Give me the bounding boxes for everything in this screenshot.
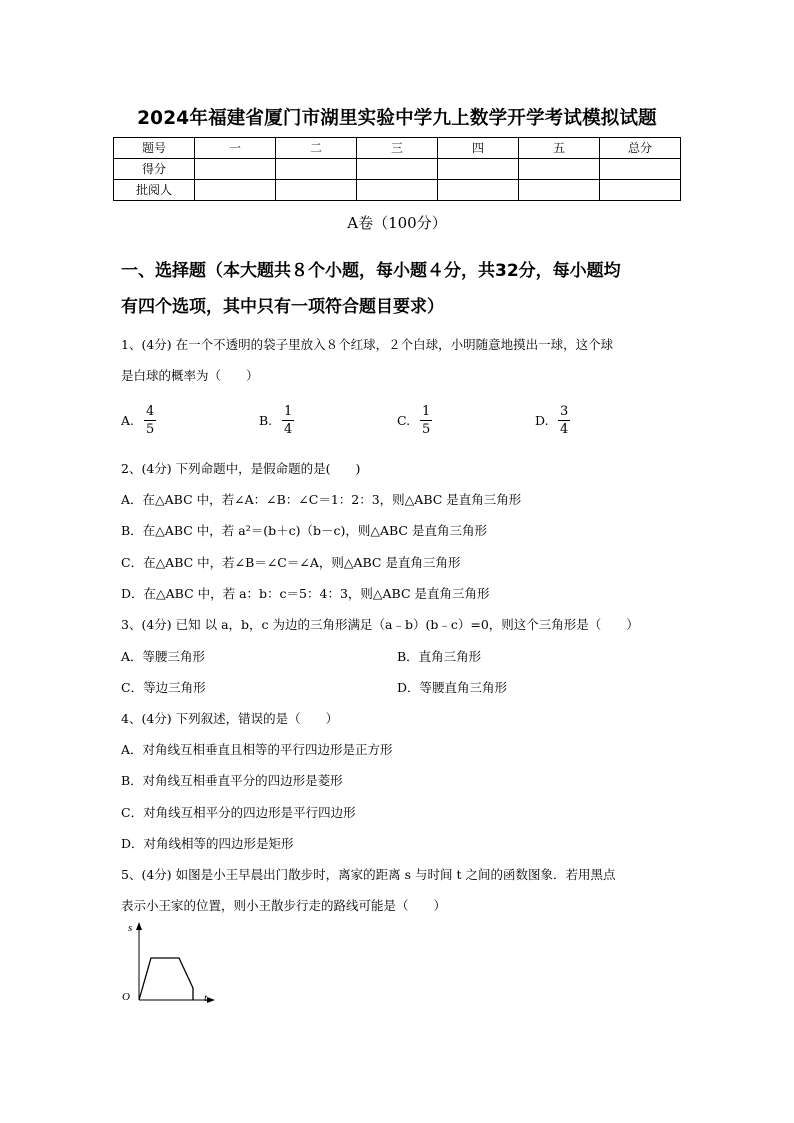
reviewer-cell — [276, 180, 357, 201]
section-heading-line2: 有四个选项，其中只有一项符合题目要求） — [121, 297, 444, 317]
q3-option-d: D．等腰直角三角形 — [397, 680, 508, 695]
score-header-cell: 二 — [276, 138, 357, 159]
t-axis-arrow — [207, 997, 215, 1003]
fraction-denominator: 5 — [146, 422, 155, 437]
q1-option-b-label: B. — [259, 413, 273, 428]
reviewer-cell — [519, 180, 600, 201]
q1-option-a-label: A. — [121, 413, 135, 428]
q3-option-b: B．直角三角形 — [397, 649, 482, 664]
q3-stem: 3、(4分) 已知 以 a，b，c 为边的三角形满足（a﹣b）(b﹣c）=0，则这个三角形是（ ） — [121, 617, 639, 632]
fraction-numerator: 1 — [422, 404, 431, 419]
score-header-cell: 题号 — [114, 138, 195, 159]
q4-option-b: B．对角线互相垂直平分的四边形是菱形 — [121, 773, 343, 788]
q2-option-d: D．在△ABC 中，若 a：b：c＝5：4：3，则△ABC 是直角三角形 — [121, 586, 490, 601]
reviewer-row — [114, 180, 681, 201]
score-cell — [276, 159, 357, 180]
q2-option-a: A．在△ABC 中，若∠A：∠B：∠C＝1：2：3，则△ABC 是直角三角形 — [121, 492, 522, 507]
q5-stem-line2: 表示小王家的位置，则小王散步行走的路线可能是（ ） — [121, 898, 447, 913]
score-header-cell: 总分 — [600, 138, 681, 159]
q4-option-c: C．对角线互相平分的四边形是平行四边形 — [121, 805, 356, 820]
q4-option-d: D．对角线相等的四边形是矩形 — [121, 836, 294, 851]
reviewer-cell — [195, 180, 276, 201]
score-header-cell: 四 — [438, 138, 519, 159]
exam-title: 2024年福建省厦门市湖里实验中学九上数学开学考试模拟试题 — [137, 108, 657, 129]
s-axis-arrow — [136, 922, 142, 930]
q2-option-c: C．在△ABC 中，若∠B＝∠C＝∠A，则△ABC 是直角三角形 — [121, 555, 461, 570]
q4-stem: 4、(4分) 下列叙述，错误的是（ ） — [121, 711, 339, 726]
score-cell — [519, 159, 600, 180]
fraction-denominator: 4 — [284, 422, 293, 437]
score-header-cell: 五 — [519, 138, 600, 159]
section-heading-line1: 一、选择题（本大题共８个小题，每小题４分，共32分，每小题均 — [121, 261, 621, 281]
fraction-numerator: 3 — [560, 404, 569, 419]
score-cell — [357, 159, 438, 180]
fraction-denominator: 5 — [422, 422, 431, 437]
q5-stem-line1: 5、(4分) 如图是小王早晨出门散步时，离家的距离 s 与时间 t 之间的函数图象．若用黑点 — [121, 867, 616, 882]
origin-label: O — [122, 991, 130, 1003]
q1-option-c-fraction — [420, 403, 432, 438]
reviewer-cell — [357, 180, 438, 201]
score-header-cell: 三 — [357, 138, 438, 159]
score-table-header-row — [114, 138, 681, 159]
s-axis-label: s — [128, 922, 133, 934]
score-cell — [438, 159, 519, 180]
reviewer-row-label: 批阅人 — [114, 180, 195, 201]
volume-heading: A卷（100分） — [347, 214, 447, 232]
score-header-cell: 一 — [195, 138, 276, 159]
reviewer-cell — [438, 180, 519, 201]
t-axis-label: t — [204, 992, 208, 1004]
q1-stem-line1: 1、(4分) 在一个不透明的袋子里放入８个红球，２个白球，小明随意地摸出一球，这个球 — [121, 337, 614, 352]
q1-option-d-fraction — [558, 403, 570, 438]
score-cell — [195, 159, 276, 180]
score-table — [113, 137, 681, 201]
q1-option-a-fraction — [144, 403, 156, 438]
fraction-numerator: 4 — [146, 404, 155, 419]
distance-time-graph — [112, 918, 222, 1008]
q1-stem-line2: 是白球的概率为（ ） — [121, 368, 259, 383]
score-row-label: 得分 — [114, 159, 195, 180]
q3-option-a: A．等腰三角形 — [121, 649, 206, 664]
reviewer-cell — [600, 180, 681, 201]
q2-stem: 2、(4分) 下列命题中，是假命题的是( ) — [121, 461, 361, 476]
score-row — [114, 159, 681, 180]
q1-option-c-label: C. — [397, 413, 411, 428]
fraction-denominator: 4 — [560, 422, 569, 437]
q3-option-c: C．等边三角形 — [121, 680, 206, 695]
distance-curve — [139, 958, 193, 1000]
q4-option-a: A．对角线互相垂直且相等的平行四边形是正方形 — [121, 742, 393, 757]
q1-option-b-fraction — [282, 403, 294, 438]
q2-option-b: B．在△ABC 中，若 a²＝(b＋c)（b－c)，则△ABC 是直角三角形 — [121, 523, 487, 538]
q1-option-d-label: D. — [535, 413, 549, 428]
fraction-numerator: 1 — [284, 404, 293, 419]
score-cell — [600, 159, 681, 180]
